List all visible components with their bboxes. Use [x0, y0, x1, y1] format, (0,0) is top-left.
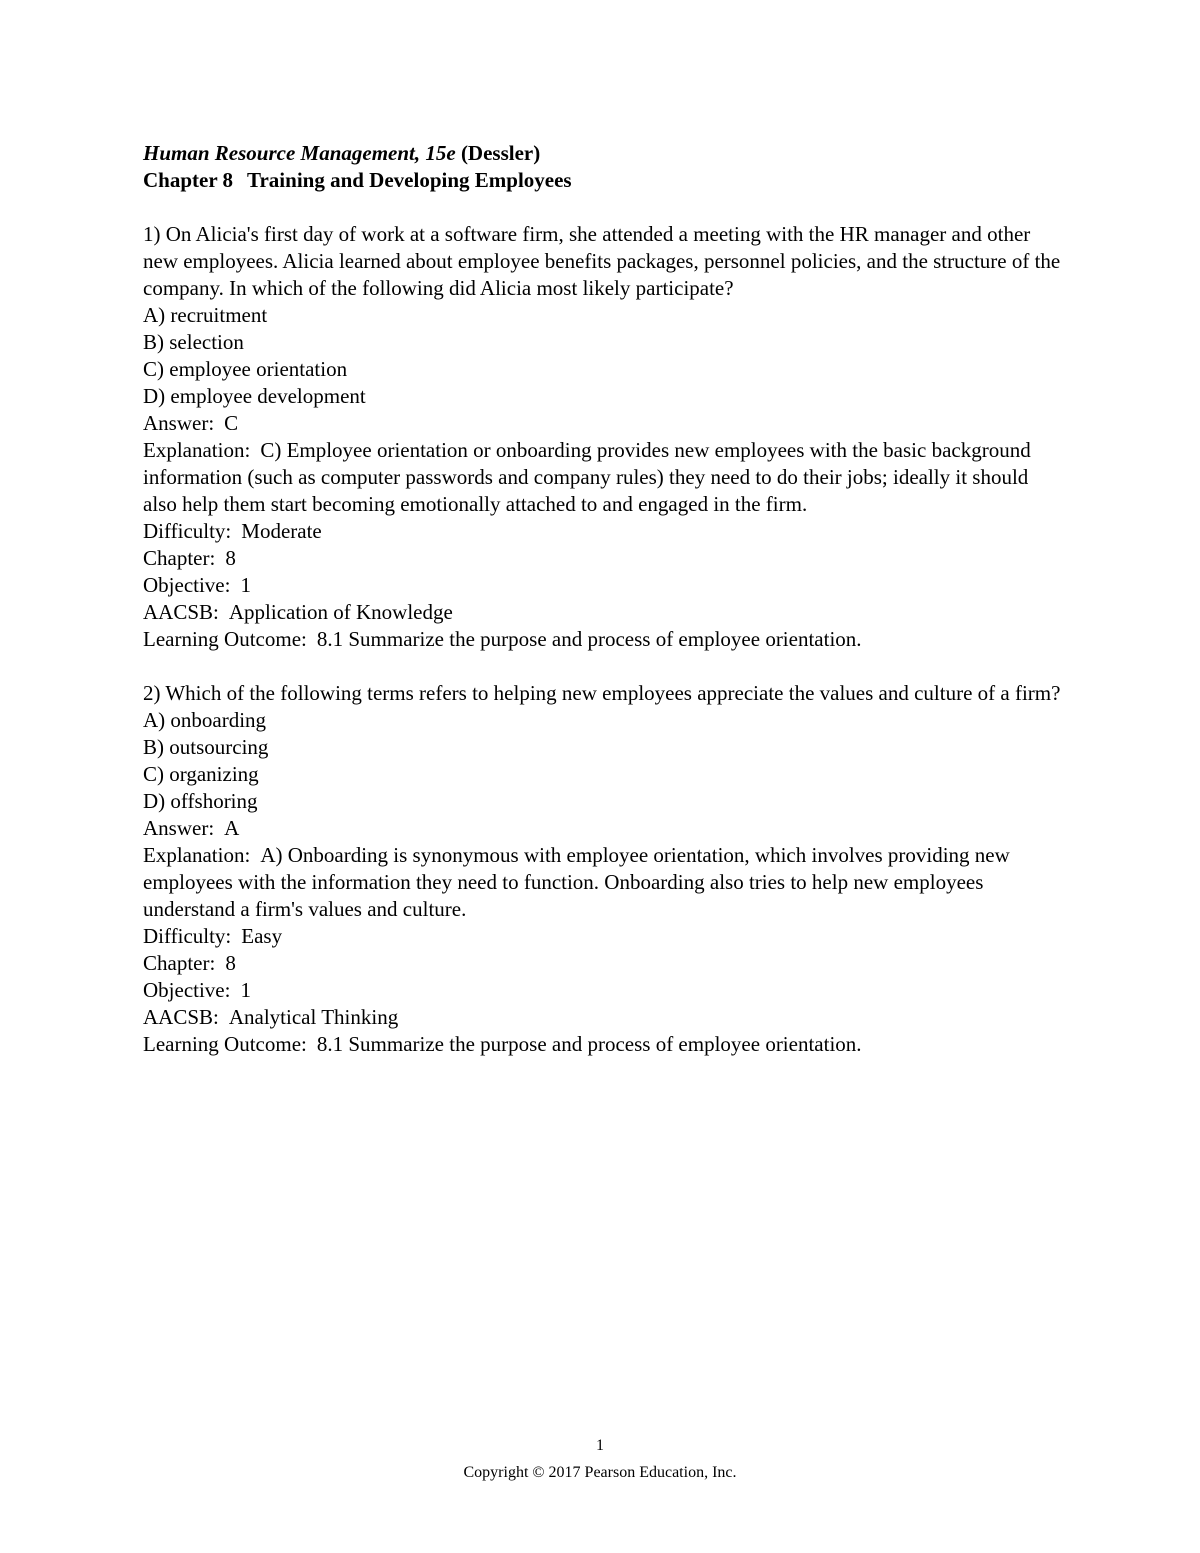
aacsb-line: [143, 599, 1063, 626]
learning-outcome-value: 8.1 Summarize the purpose and process of employee orientation.: [316, 1032, 862, 1056]
learning-outcome-value: 8.1 Summarize the purpose and process of employee orientation.: [316, 627, 862, 651]
question-option: D) offshoring: [143, 789, 258, 813]
chapter-meta-value: 8: [225, 951, 236, 975]
copyright-notice: Copyright © 2017 Pearson Education, Inc.: [463, 1464, 737, 1481]
book-author: (Dessler): [460, 141, 541, 165]
aacsb-value: Application of Knowledge: [228, 600, 453, 624]
aacsb-label: AACSB:: [143, 1005, 219, 1029]
aacsb-label: AACSB:: [143, 600, 219, 624]
explanation-label: Explanation:: [143, 438, 251, 462]
difficulty-value: Easy: [241, 924, 283, 948]
difficulty-label: Difficulty:: [143, 519, 232, 543]
chapter-heading: [143, 167, 1063, 194]
learning-outcome-label: Learning Outcome:: [143, 627, 307, 651]
chapter-meta-value: 8: [225, 546, 236, 570]
page-number: 1: [596, 1437, 604, 1454]
answer-value: C: [224, 411, 239, 435]
chapter-meta-label: Chapter:: [143, 951, 216, 975]
question-option: D) employee development: [143, 384, 366, 408]
question-option: C) organizing: [143, 762, 259, 786]
difficulty-line: [143, 923, 1063, 950]
aacsb-line: [143, 1004, 1063, 1031]
explanation-text: C) Employee orientation or onboarding provides new employees with the basic background information (such as computer passwords and company rules) they need to do their jobs; ideally it should also help them start becoming emotionally attached to and engaged in the firm.: [143, 438, 1031, 516]
difficulty-line: [143, 518, 1063, 545]
question-option: A) onboarding: [143, 708, 267, 732]
answer-line: [143, 410, 1063, 437]
explanation-text: A) Onboarding is synonymous with employee orientation, which involves providing new employees with the information they need to function. Onboarding also tries to help new employees understand a firm's values and culture.: [143, 843, 1010, 921]
objective-line: [143, 977, 1063, 1004]
objective-value: 1: [240, 978, 251, 1002]
difficulty-value: Moderate: [241, 519, 322, 543]
chapter-title: Training and Developing Employees: [247, 168, 572, 192]
question-option: B) selection: [143, 330, 244, 354]
answer-line: [143, 815, 1063, 842]
question-1: [143, 221, 1063, 653]
document-title: [143, 140, 1063, 167]
answer-label: Answer:: [143, 816, 215, 840]
difficulty-label: Difficulty:: [143, 924, 232, 948]
question-option: B) outsourcing: [143, 735, 269, 759]
chapter-label: Chapter 8: [143, 168, 234, 192]
book-title: Human Resource Management, 15e: [143, 141, 456, 165]
question-2: [143, 680, 1063, 1058]
question-stem: 2) Which of the following terms refers to helping new employees appreciate the values and culture of a firm?: [143, 681, 1061, 705]
objective-label: Objective:: [143, 978, 231, 1002]
question-option: C) employee orientation: [143, 357, 348, 381]
chapter-line: [143, 545, 1063, 572]
learning-outcome-line: [143, 1031, 1063, 1058]
learning-outcome-label: Learning Outcome:: [143, 1032, 307, 1056]
document-body: [143, 140, 1063, 1058]
chapter-line: [143, 950, 1063, 977]
question-stem: 1) On Alicia's first day of work at a software firm, she attended a meeting with the HR manager and other new employees. Alicia learned about employee benefits packages, personnel policies, and the structure of the company. In which of the following did Alicia most likely participate?: [143, 222, 1061, 300]
objective-label: Objective:: [143, 573, 231, 597]
aacsb-value: Analytical Thinking: [228, 1005, 399, 1029]
learning-outcome-line: [143, 626, 1063, 653]
explanation-label: Explanation:: [143, 843, 251, 867]
chapter-meta-label: Chapter:: [143, 546, 216, 570]
explanation-line: [143, 842, 1063, 923]
objective-value: 1: [240, 573, 251, 597]
objective-line: [143, 572, 1063, 599]
explanation-line: [143, 437, 1063, 518]
answer-label: Answer:: [143, 411, 215, 435]
question-option: A) recruitment: [143, 303, 268, 327]
answer-value: A: [224, 816, 240, 840]
